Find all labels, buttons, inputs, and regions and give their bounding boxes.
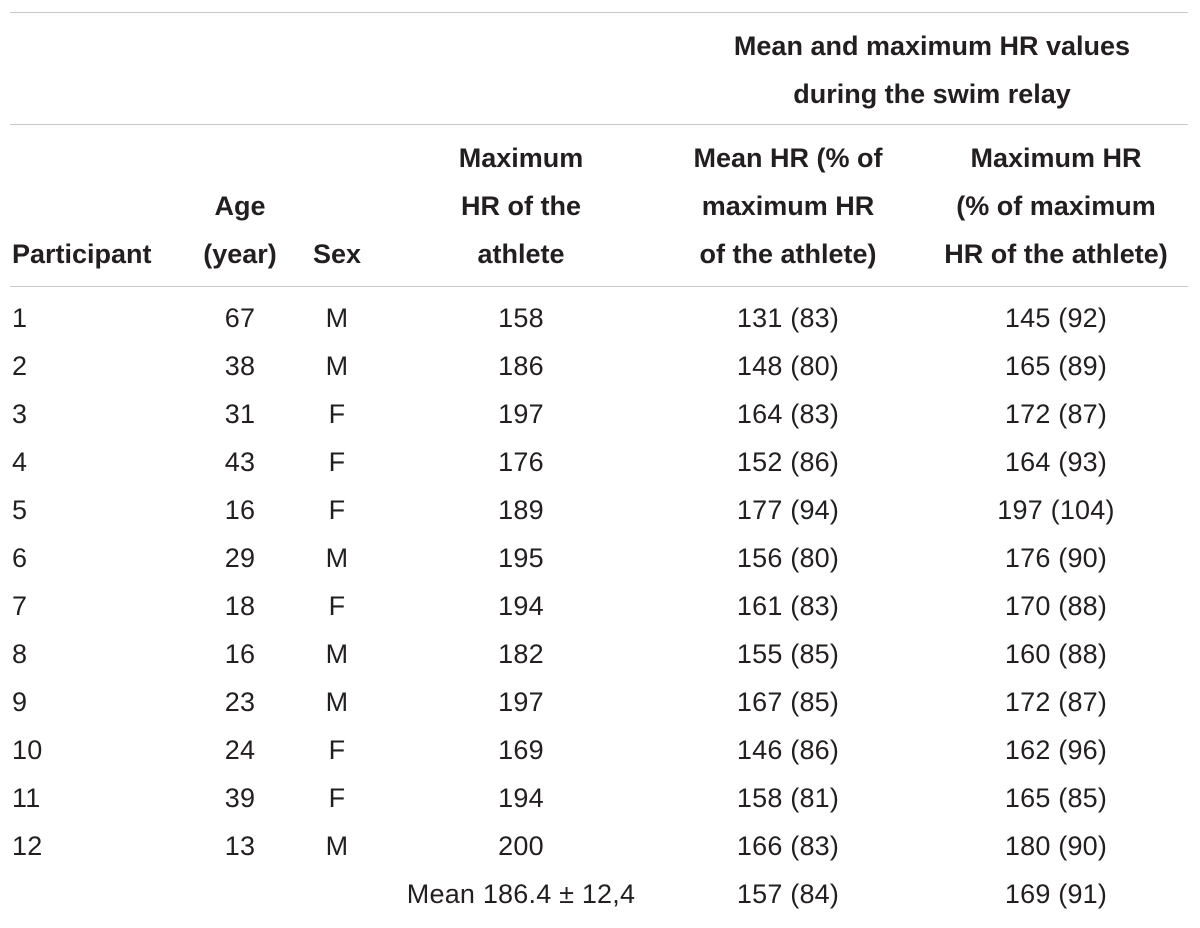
group-header-line-1: Mean and maximum HR values xyxy=(733,31,1131,61)
cell-max-hr-relay: 180 (90) xyxy=(1004,831,1108,861)
cell-age: 18 xyxy=(224,591,256,621)
summary-max-hr-relay: 169 (91) xyxy=(1004,879,1108,909)
cell-sex: F xyxy=(328,399,346,429)
cell-sex: F xyxy=(328,735,346,765)
cell-max-hr: 158 xyxy=(498,303,544,333)
cell-max-hr-relay: 172 (87) xyxy=(1004,399,1108,429)
column-header-mean-hr-line-2: maximum HR xyxy=(701,191,875,221)
cell-participant: 1 xyxy=(12,303,28,333)
cell-sex: F xyxy=(328,591,346,621)
table-row xyxy=(0,678,1200,726)
cell-age: 24 xyxy=(224,735,256,765)
cell-sex: M xyxy=(325,543,349,573)
cell-sex: M xyxy=(325,351,349,381)
column-header-max-hr-relay-line-1: Maximum HR xyxy=(970,143,1142,173)
cell-max-hr-relay: 170 (88) xyxy=(1004,591,1108,621)
cell-age: 13 xyxy=(224,831,256,861)
cell-max-hr: 189 xyxy=(498,495,544,525)
column-header-mean-hr xyxy=(676,134,900,278)
table-row xyxy=(0,726,1200,774)
cell-mean-hr: 161 (83) xyxy=(736,591,840,621)
column-header-participant-line-1: Participant xyxy=(12,239,152,269)
table-row xyxy=(0,294,1200,342)
table-top-rule xyxy=(10,12,1188,13)
cell-max-hr: 194 xyxy=(498,783,544,813)
cell-participant: 3 xyxy=(12,399,28,429)
cell-participant: 8 xyxy=(12,639,28,669)
cell-age: 39 xyxy=(224,783,256,813)
cell-max-hr-relay: 164 (93) xyxy=(1004,447,1108,477)
group-header xyxy=(676,22,1188,118)
column-header-mean-hr-line-3: of the athlete) xyxy=(699,239,877,269)
cell-participant: 11 xyxy=(12,783,41,813)
cell-participant: 4 xyxy=(12,447,28,477)
column-header-max-hr-relay-line-3: HR of the athlete) xyxy=(944,239,1168,269)
cell-age: 67 xyxy=(224,303,256,333)
table-row xyxy=(0,774,1200,822)
table-row xyxy=(0,630,1200,678)
cell-max-hr-relay: 165 (89) xyxy=(1004,351,1108,381)
cell-sex: F xyxy=(328,783,346,813)
cell-sex: M xyxy=(325,831,349,861)
cell-participant: 10 xyxy=(12,735,43,765)
cell-participant: 6 xyxy=(12,543,28,573)
column-header-max-hr-relay-line-2: (% of maximum xyxy=(956,191,1156,221)
group-header-line-2: during the swim relay xyxy=(793,79,1071,109)
cell-max-hr: 194 xyxy=(498,591,544,621)
cell-age: 29 xyxy=(224,543,256,573)
cell-max-hr: 197 xyxy=(498,687,544,717)
header-bottom-rule xyxy=(10,286,1188,287)
column-header-sex-line-1: Sex xyxy=(312,239,362,269)
column-header-max-hr-relay xyxy=(920,134,1192,278)
cell-mean-hr: 177 (94) xyxy=(736,495,840,525)
table-row xyxy=(0,486,1200,534)
cell-max-hr: 176 xyxy=(498,447,544,477)
cell-participant: 5 xyxy=(12,495,28,525)
table-row xyxy=(0,342,1200,390)
cell-sex: F xyxy=(328,495,346,525)
cell-mean-hr: 156 (80) xyxy=(736,543,840,573)
table-row xyxy=(0,390,1200,438)
cell-mean-hr: 167 (85) xyxy=(736,687,840,717)
cell-sex: M xyxy=(325,303,349,333)
table-row xyxy=(0,438,1200,486)
summary-row xyxy=(0,870,1200,918)
cell-age: 16 xyxy=(224,495,256,525)
cell-mean-hr: 158 (81) xyxy=(736,783,840,813)
cell-age: 23 xyxy=(224,687,256,717)
cell-max-hr-relay: 160 (88) xyxy=(1004,639,1108,669)
column-header-age xyxy=(196,134,284,278)
cell-age: 16 xyxy=(224,639,256,669)
cell-max-hr-relay: 162 (96) xyxy=(1004,735,1108,765)
cell-age: 31 xyxy=(224,399,256,429)
cell-age: 38 xyxy=(224,351,256,381)
cell-max-hr: 195 xyxy=(498,543,544,573)
cell-max-hr: 197 xyxy=(498,399,544,429)
cell-mean-hr: 155 (85) xyxy=(736,639,840,669)
cell-sex: M xyxy=(325,687,349,717)
cell-mean-hr: 146 (86) xyxy=(736,735,840,765)
cell-participant: 12 xyxy=(12,831,43,861)
cell-max-hr: 200 xyxy=(498,831,544,861)
column-header-participant xyxy=(12,134,192,278)
column-header-max-hr-line-1: Maximum xyxy=(458,143,584,173)
cell-max-hr-relay: 197 (104) xyxy=(997,495,1115,525)
column-header-sex xyxy=(306,134,368,278)
cell-mean-hr: 148 (80) xyxy=(736,351,840,381)
table-row xyxy=(0,822,1200,870)
summary-max-hr: Mean 186.4 ± 12,4 xyxy=(406,879,636,909)
cell-participant: 9 xyxy=(12,687,28,717)
column-header-mean-hr-line-1: Mean HR (% of xyxy=(693,143,883,173)
cell-max-hr: 182 xyxy=(498,639,544,669)
column-header-age-line-1: Age xyxy=(214,191,266,221)
summary-mean-hr: 157 (84) xyxy=(736,879,840,909)
table-row xyxy=(0,534,1200,582)
column-header-max-hr-line-3: athlete xyxy=(477,239,565,269)
cell-sex: F xyxy=(328,447,346,477)
cell-participant: 2 xyxy=(12,351,28,381)
table-row xyxy=(0,582,1200,630)
column-header-max-hr-line-2: HR of the xyxy=(461,191,581,221)
cell-max-hr-relay: 176 (90) xyxy=(1004,543,1108,573)
group-header-rule xyxy=(10,124,1188,125)
cell-max-hr-relay: 145 (92) xyxy=(1004,303,1108,333)
cell-mean-hr: 166 (83) xyxy=(736,831,840,861)
cell-max-hr-relay: 165 (85) xyxy=(1004,783,1108,813)
column-header-max-hr xyxy=(380,134,662,278)
cell-max-hr: 169 xyxy=(498,735,544,765)
cell-sex: M xyxy=(325,639,349,669)
column-header-age-line-2: (year) xyxy=(203,239,277,269)
cell-mean-hr: 131 (83) xyxy=(736,303,840,333)
cell-mean-hr: 152 (86) xyxy=(736,447,840,477)
cell-max-hr: 186 xyxy=(498,351,544,381)
cell-participant: 7 xyxy=(12,591,28,621)
cell-mean-hr: 164 (83) xyxy=(736,399,840,429)
cell-age: 43 xyxy=(224,447,256,477)
cell-max-hr-relay: 172 (87) xyxy=(1004,687,1108,717)
